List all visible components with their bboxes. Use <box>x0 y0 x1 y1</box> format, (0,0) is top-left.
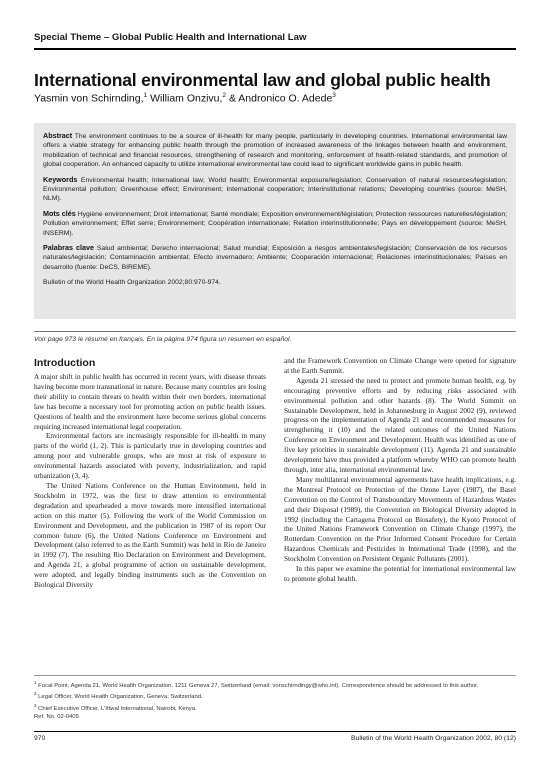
footnote <box>34 679 516 690</box>
footnote-mark: 2 <box>34 691 37 697</box>
reference-number: Ref. No. 02-0405 <box>34 713 79 720</box>
mots-cles-text: Hygiène environnement; Droit international; Santé mondiale; Exposition environnement/législation; Protection ressources naturelles/législation; Pollution environnement; Effet serre; Environnement; Coopération internationale; Relation interinstitutionnelle; Pays en développement (source: MeSH, INSERM). <box>43 210 508 237</box>
palabras-clave <box>43 243 507 272</box>
palabras-clave-text: Salud ambiental; Derecho internacional; Salud mundial; Exposición a riesgos ambientales/legislación; Conservación de los recursos naturales/legislación; Contaminación ambiental; Efecto invernadero; Ambiente; Cooperación internacional; Relaciones interinstitucionales; Países en desarrollo (fuente: DeCS, BIREME). <box>43 245 508 271</box>
abstract-text: The environment continues to be a source of ill-health for many people, particularly in developing countries. International environmental law offers a viable strategy for enhancing public health through the promotion of increased awareness of the linkages between health and environment, mobilization of technical and financial resources, strengthening of research and monitoring, enforcement of health-related standards, and promotion of global cooperation. An enhanced capacity to utilize international environmental law could lead to significant worldwide gains in public health. <box>43 133 507 169</box>
palabras-clave-label: Palabras clave <box>43 243 94 253</box>
body-column-left <box>34 357 266 591</box>
abstract <box>43 131 507 170</box>
author-affiliation-mark: 1 <box>143 92 148 99</box>
summary-language-note: Voir page 973 le résumé en français. En la página 974 figura un resumen en español. <box>34 336 292 343</box>
author-name: & Andronico O. Adede <box>226 92 333 105</box>
body-paragraph: Environmental factors are increasingly responsible for ill-health in many parts of the world (1, 2). This is particularly true in developing countries and among poor and vulnerable groups, who are most at risk of exposure to environmental hazards associated with poverty, industrialization, and rapid urbanization (3, 4). <box>34 432 266 481</box>
section-rule <box>34 331 516 332</box>
body-paragraph: Agenda 21 stressed the need to protect and promote human health, e.g. by encouraging preventive efforts and by reducing risks associated with environmental pollution and other hazards (8). The World Summit on Sustainable Development, held in Johannesburg in August 2002 (9), reviewed progress on the implementation of Agenda 21 and recommended measures for strengthening it (10) and the related outcomes of the United Nations Conference on Environment and Development. Health was identified as one of five key priorities in sustainable development (11). Agenda 21 and sustainable development have thus provided a platform whereby WHO can promote health through, inter alia, international environmental law. <box>284 376 516 474</box>
footnote <box>34 690 516 701</box>
body-paragraph: The United Nations Conference on the Human Environment, held in Stockholm in 1972, was the first to draw attention to environmental degradation and spearheaded a move towards more intensified international action on this matter (5). Following the work of the World Commission on Environment and Development, and the publication in 1987 of its report Our common future (6), the United Nations Conference on Environment and Development (also referred to as the Earth Summit) was held in Rio de Janeiro in 1992 (7). The resulting Rio Declaration on Environment and Development, and Agenda 21, a global programme of action on sustainable development, were adopted, and legally binding instruments such as the Convention on Biological Diversity <box>34 481 266 590</box>
article-title: International environmental law and global public health <box>34 70 491 90</box>
footnotes <box>34 679 516 721</box>
running-header: Special Theme – Global Public Health and International Law <box>34 32 307 43</box>
author-affiliation-mark: 3 <box>332 92 336 99</box>
footnote-rule <box>34 675 516 676</box>
page-number: 970 <box>34 735 46 742</box>
journal-citation: Bulletin of the World Health Organization 2002, 80 (12) <box>351 735 516 742</box>
keywords-text: Environmental health; International law; World health; Environmental exposure/legislation; Conservation of natural resources/legislation; Environmental pollution; Greenhouse effect; Environment; International cooperation; Interinstitutional relations; Developing countries (source: MeSH, NLM). <box>43 176 507 203</box>
abstract-label: Abstract <box>43 131 73 140</box>
footnote-mark: 3 <box>34 702 37 708</box>
author-name: Yasmin von Schirnding, <box>34 92 144 105</box>
abstract-box <box>34 123 516 319</box>
page-footer <box>34 735 516 742</box>
footer-rule <box>34 731 516 732</box>
section-heading-introduction: Introduction <box>34 357 96 369</box>
citation: Bulletin of the World Health Organization 2002;80:970-974. <box>43 279 221 287</box>
mots-cles <box>43 209 507 238</box>
body-paragraph: and the Framework Convention on Climate Change were opened for signature at the Earth Summit. <box>284 357 516 375</box>
footnote <box>34 702 516 713</box>
author-name: William Onzivu, <box>147 92 223 105</box>
body-paragraph: A major shift in public health has occurred in recent years, with disease threats having become more transnational in nature. Because many countries are losing their ability to contain threats to health within their own borders, international law has become a necessary tool for promoting action on public health issues. Questions of health and the environment have become serious global concerns requiring increased international legal cooperation. <box>34 373 266 431</box>
footnote-text: Focal Point, Agenda 21, World Health Organization, 1211 Geneva 27, Switzerland (email: vonschirndingy@who.int). Correspondence should be addressed to this author. <box>36 682 479 689</box>
footnote-text: Legal Officer, World Health Organization, Geneva, Switzerland. <box>36 694 203 701</box>
keywords-label: Keywords <box>43 174 78 184</box>
body-column-right <box>284 357 516 585</box>
footnote-text: Chief Executive Officer, L'Ittwal International, Nairobi, Kenya. <box>36 705 197 712</box>
keywords <box>43 175 507 204</box>
header-rule <box>34 48 516 50</box>
author-affiliation-mark: 2 <box>222 92 227 99</box>
body-paragraph: Many multilateral environmental agreements have health implications, e.g. the Montreal Protocol on Protection of the Ozone Layer (1987), the Basel Convention on the Control of Transboundary Movements of Hazardous Wastes and their Disposal (1989), the Convention on Biological Diversity adopted in 1992 (including the Cartagena Protocol on Biosafety), the Kyoto Protocol of the United Nations Framework Convention on Climate Change (1997), the Rotterdam Convention on the Prior Informed Consent Procedure for Certain Hazardous Chemicals and Pesticides in International Trade (1998), and the Stockholm Convention on Persistent Organic Pollutants (2001). <box>284 475 516 564</box>
mots-cles-label: Mots clés <box>43 208 76 218</box>
body-paragraph: In this paper we examine the potential for international environmental law to promote global health. <box>284 565 516 583</box>
author-list <box>34 92 516 105</box>
footnote-mark: 1 <box>34 680 37 685</box>
